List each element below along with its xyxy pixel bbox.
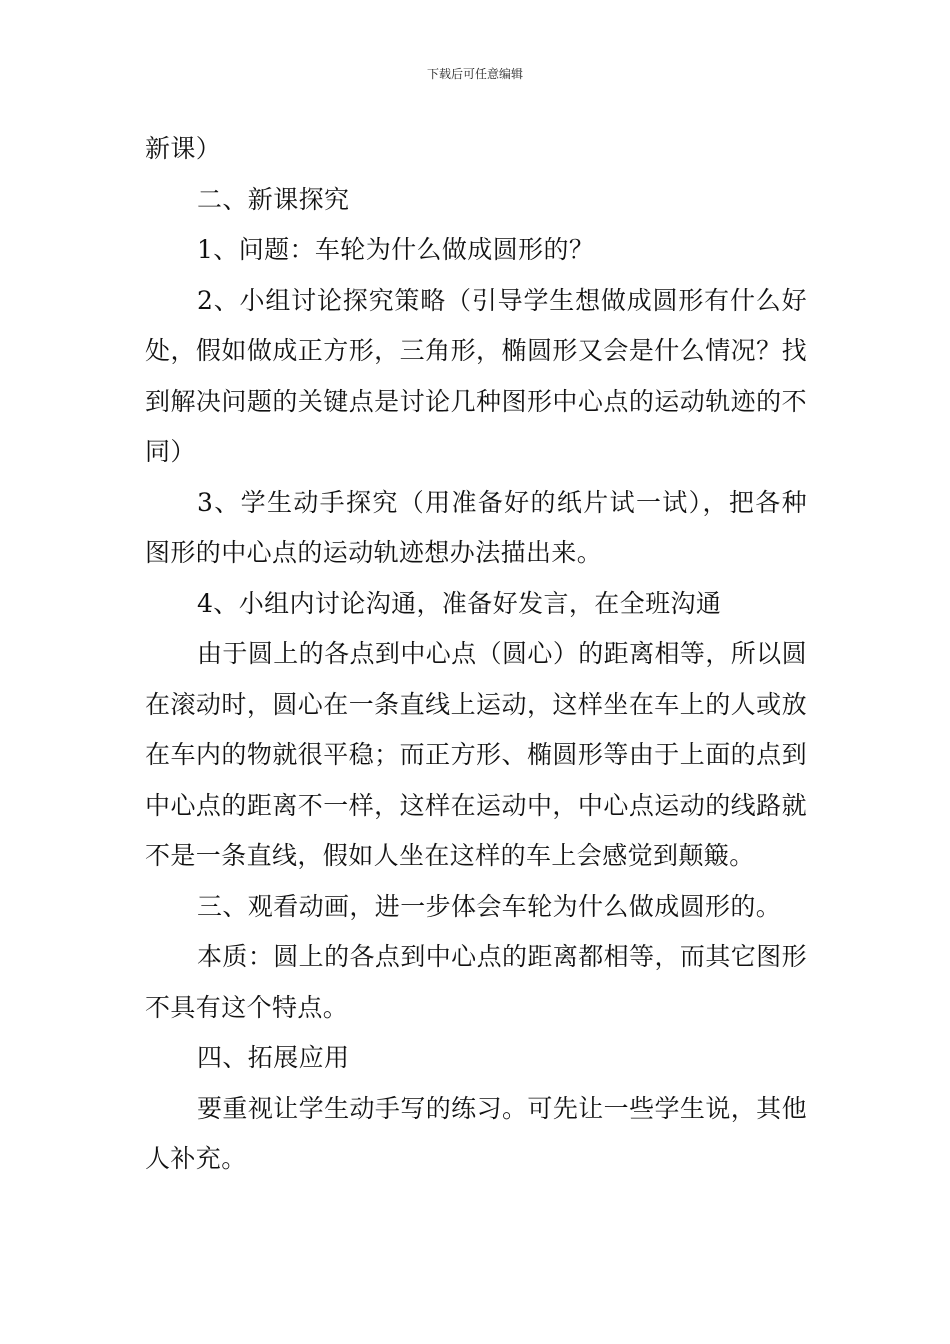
document-body [145,124,807,1185]
paragraph-hands-on: 3、学生动手探究（用准备好的纸片试一试），把各种图形的中心点的运动轨迹想办法描出来。 [145,487,807,567]
paragraph-group-discussion: 2、小组讨论探究策略（引导学生想做成圆形有什么好处，假如做成正方形，三角形，椭圆形又会是什么情况？找到解决问题的关键点是讨论几种图形中心点的运动轨迹的不同） [145,285,807,466]
paragraph-practice: 要重视让学生动手写的练习。可先让一些学生说，其他人补充。 [145,1093,807,1173]
section-heading-extension: 四、拓展应用 [197,1043,350,1072]
section-heading-animation: 三、观看动画，进一步体会车轮为什么做成圆形的。 [197,891,782,921]
paragraph-question: 1、问题：车轮为什么做成圆形的？ [197,235,595,264]
paragraph-explanation: 由于圆上的各点到中心点（圆心）的距离相等，所以圆在滚动时，圆心在一条直线上运动，这样坐在车上的人或放在车内的物就很平稳；而正方形、椭圆形等由于上面的点到中心点的距离不一样，这样在运动中，中心点运动的线路就不是一条直线，假如人坐在这样的车上会感觉到颠簸。 [145,639,807,870]
paragraph-continuation: 新课） [145,134,222,163]
paragraph-essence: 本质：圆上的各点到中心点的距离都相等，而其它图形不具有这个特点。 [145,942,807,1022]
section-heading-new-lesson: 二、新课探究 [197,184,350,214]
page-header: 下载后可任意编辑 [426,67,523,81]
paragraph-communication: 4、小组内讨论沟通，准备好发言，在全班沟通 [197,588,722,618]
